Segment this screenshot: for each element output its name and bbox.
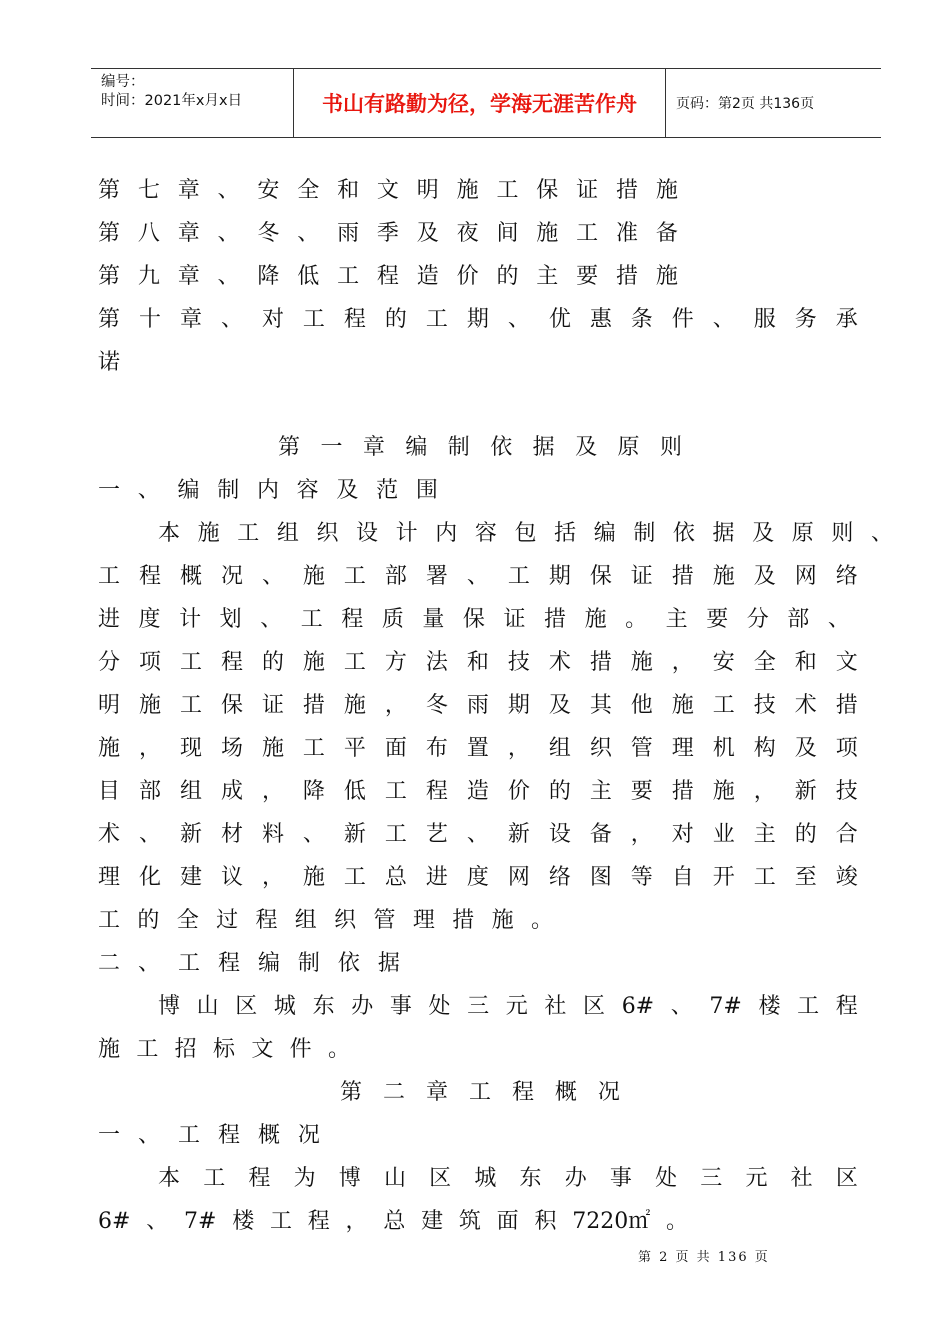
paragraph-line: 进 度 计 划 、 工 程 质 量 保 证 措 施 。 主 要 分 部 、 — [98, 607, 850, 632]
paragraph-line: 分 项 工 程 的 施 工 方 法 和 技 术 措 施 ， 安 全 和 文 — [98, 650, 858, 675]
toc-item-8: 第 八 章 、 冬 、 雨 季 及 夜 间 施 工 准 备 — [98, 221, 678, 246]
header-page-info: 页码：第2页 共136页 — [676, 96, 815, 112]
toc-item-7: 第 七 章 、 安 全 和 文 明 施 工 保 证 措 施 — [98, 178, 678, 203]
chapter1-section2-heading: 二 、 工 程 编 制 依 据 — [98, 951, 400, 976]
paragraph-line: 6# 、 7# 楼 工 程 ， 总 建 筑 面 积 7220㎡ 。 — [98, 1209, 688, 1234]
page-header — [91, 68, 881, 138]
paragraph-line: 理 化 建 议 ， 施 工 总 进 度 网 络 图 等 自 开 工 至 竣 — [98, 865, 858, 890]
header-meta — [91, 69, 293, 137]
paragraph-line: 施 ， 现 场 施 工 平 面 布 置 ， 组 织 管 理 机 构 及 项 — [98, 736, 858, 761]
paragraph-line: 目 部 组 成 ， 降 低 工 程 造 价 的 主 要 措 施 ， 新 技 — [98, 779, 858, 804]
paragraph-line: 施 工 招 标 文 件 。 — [98, 1037, 350, 1062]
chapter2-title: 第 二 章 工 程 概 况 — [340, 1080, 620, 1105]
paragraph-line: 术 、 新 材 料 、 新 工 艺 、 新 设 备 ， 对 业 主 的 合 — [98, 822, 858, 847]
paragraph-line: 明 施 工 保 证 措 施 ， 冬 雨 期 及 其 他 施 工 技 术 措 — [98, 693, 858, 718]
header-motto: 书山有路勤为径，学海无涯苦作舟 — [293, 69, 666, 137]
toc-item-9: 第 九 章 、 降 低 工 程 造 价 的 主 要 措 施 — [98, 264, 678, 289]
chapter2-section1-heading: 一 、 工 程 概 况 — [98, 1123, 320, 1148]
paragraph-line: 本 工 程 为 博 山 区 城 东 办 事 处 三 元 社 区 — [158, 1166, 858, 1191]
header-time-label: 时间：2021年x月x日 — [101, 93, 243, 109]
paragraph-line: 工 的 全 过 程 组 织 管 理 措 施 。 — [98, 908, 553, 933]
paragraph-line: 本 施 工 组 织 设 计 内 容 包 括 编 制 依 据 及 原 则 、 — [158, 521, 893, 546]
chapter1-section1-heading: 一 、 编 制 内 容 及 范 围 — [98, 478, 438, 503]
chapter1-title: 第 一 章 编 制 依 据 及 原 则 — [278, 435, 682, 460]
header-number-label: 编号： — [101, 74, 145, 90]
paragraph-line: 博 山 区 城 东 办 事 处 三 元 社 区 6# 、 7# 楼 工 程 — [158, 994, 858, 1019]
paragraph-line: 工 程 概 况 、 施 工 部 署 、 工 期 保 证 措 施 及 网 络 — [98, 564, 858, 589]
toc-item-10-cont: 诺 — [98, 350, 121, 375]
page-footer: 第 2 页 共 136 页 — [638, 1250, 770, 1265]
toc-item-10: 第 十 章 、 对 工 程 的 工 期 、 优 惠 条 件 、 服 务 承 — [98, 307, 858, 332]
